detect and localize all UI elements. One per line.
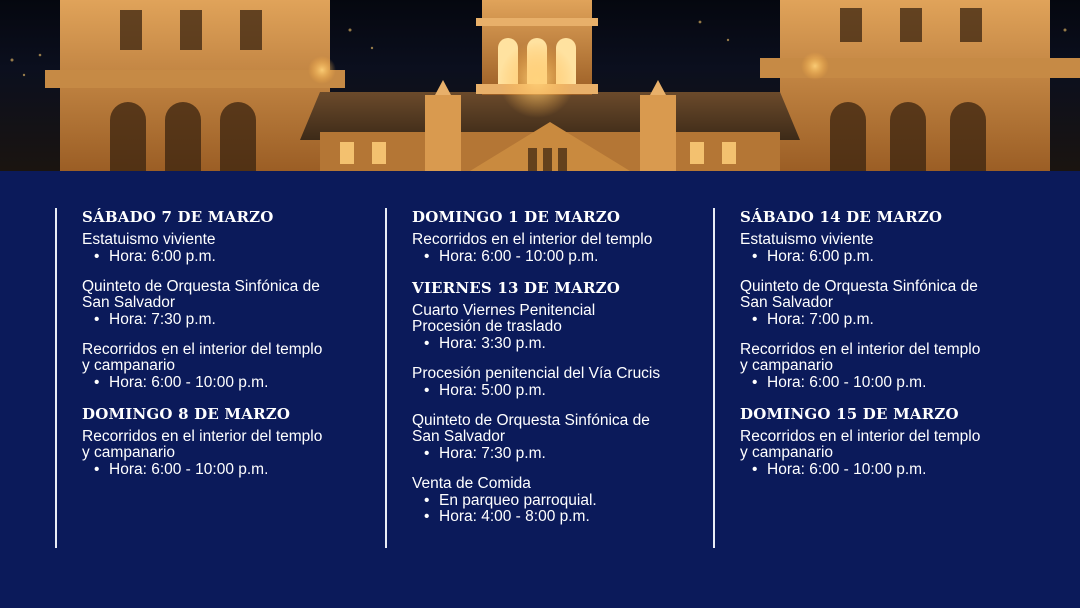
event-detail: • Hora: 6:00 p.m. [752, 249, 1043, 265]
event-detail: • Hora: 6:00 - 10:00 p.m. [752, 462, 1043, 478]
event-title: Recorridos en el interior del templo y campanario [740, 341, 981, 374]
event-item [740, 279, 1043, 328]
event-details-list [412, 336, 705, 352]
day-block [412, 208, 705, 265]
day-block [740, 208, 1043, 391]
event-title: Estatuismo viviente [82, 231, 216, 248]
cathedral-night-illustration [0, 0, 1080, 171]
event-title: Estatuismo viviente [740, 231, 874, 248]
day-heading: SÁBADO 7 DE MARZO [82, 208, 274, 226]
event-item [82, 279, 375, 328]
event-details-list [412, 493, 705, 525]
event-detail: • Hora: 4:00 - 8:00 p.m. [424, 509, 705, 525]
event-details-list [82, 462, 375, 478]
event-title: Quinteto de Orquesta Sinfónica de San Salvador [740, 278, 978, 311]
day-heading: SÁBADO 14 DE MARZO [740, 208, 943, 226]
event-detail: • Hora: 7:00 p.m. [752, 312, 1043, 328]
event-detail: • Hora: 3:30 p.m. [424, 336, 705, 352]
event-item [412, 366, 705, 399]
event-details-list [412, 383, 705, 399]
event-detail: • Hora: 6:00 - 10:00 p.m. [94, 462, 375, 478]
schedule-column-3 [713, 208, 1043, 548]
schedule-column-1 [55, 208, 375, 548]
event-detail: • Hora: 6:00 p.m. [94, 249, 375, 265]
event-title: Quinteto de Orquesta Sinfónica de San Salvador [82, 278, 320, 311]
event-item [740, 429, 1043, 478]
event-title: Recorridos en el interior del templo y campanario [82, 341, 323, 374]
event-details-list [740, 462, 1043, 478]
event-details-list [740, 312, 1043, 328]
event-details-list [82, 312, 375, 328]
event-details-list [82, 249, 375, 265]
event-item [82, 342, 375, 391]
event-item [740, 232, 1043, 265]
event-details-list [740, 375, 1043, 391]
event-detail: • Hora: 6:00 - 10:00 p.m. [752, 375, 1043, 391]
event-item [412, 413, 705, 462]
event-title: Procesión penitencial del Vía Crucis [412, 365, 661, 382]
day-block [412, 279, 705, 525]
event-item [82, 232, 375, 265]
event-details-list [412, 249, 705, 265]
day-heading: DOMINGO 1 DE MARZO [412, 208, 621, 226]
event-title: Cuarto Viernes Penitencial Procesión de traslado [412, 302, 596, 335]
day-heading: DOMINGO 8 DE MARZO [82, 405, 291, 423]
event-title: Recorridos en el interior del templo y campanario [740, 428, 981, 461]
event-detail: • Hora: 7:30 p.m. [424, 446, 705, 462]
event-item [82, 429, 375, 478]
event-details-list [740, 249, 1043, 265]
day-block [740, 405, 1043, 478]
event-item [412, 476, 705, 525]
event-detail: • Hora: 6:00 - 10:00 p.m. [424, 249, 705, 265]
event-title: Venta de Comida [412, 475, 531, 492]
church-hero-image [0, 0, 1080, 171]
day-block [82, 405, 375, 478]
event-detail: • Hora: 6:00 - 10:00 p.m. [94, 375, 375, 391]
event-item [412, 303, 705, 352]
day-heading: VIERNES 13 DE MARZO [412, 279, 621, 297]
event-details-list [412, 446, 705, 462]
event-item [412, 232, 705, 265]
day-block [82, 208, 375, 391]
event-detail: • Hora: 7:30 p.m. [94, 312, 375, 328]
event-detail: • Hora: 5:00 p.m. [424, 383, 705, 399]
event-details-list [82, 375, 375, 391]
event-title: Recorridos en el interior del templo [412, 231, 653, 248]
day-heading: DOMINGO 15 DE MARZO [740, 405, 959, 423]
event-title: Quinteto de Orquesta Sinfónica de San Salvador [412, 412, 650, 445]
schedule-panel [0, 171, 1080, 608]
event-detail: • En parqueo parroquial. [424, 493, 705, 509]
event-item [740, 342, 1043, 391]
schedule-column-2 [385, 208, 705, 548]
event-title: Recorridos en el interior del templo y campanario [82, 428, 323, 461]
